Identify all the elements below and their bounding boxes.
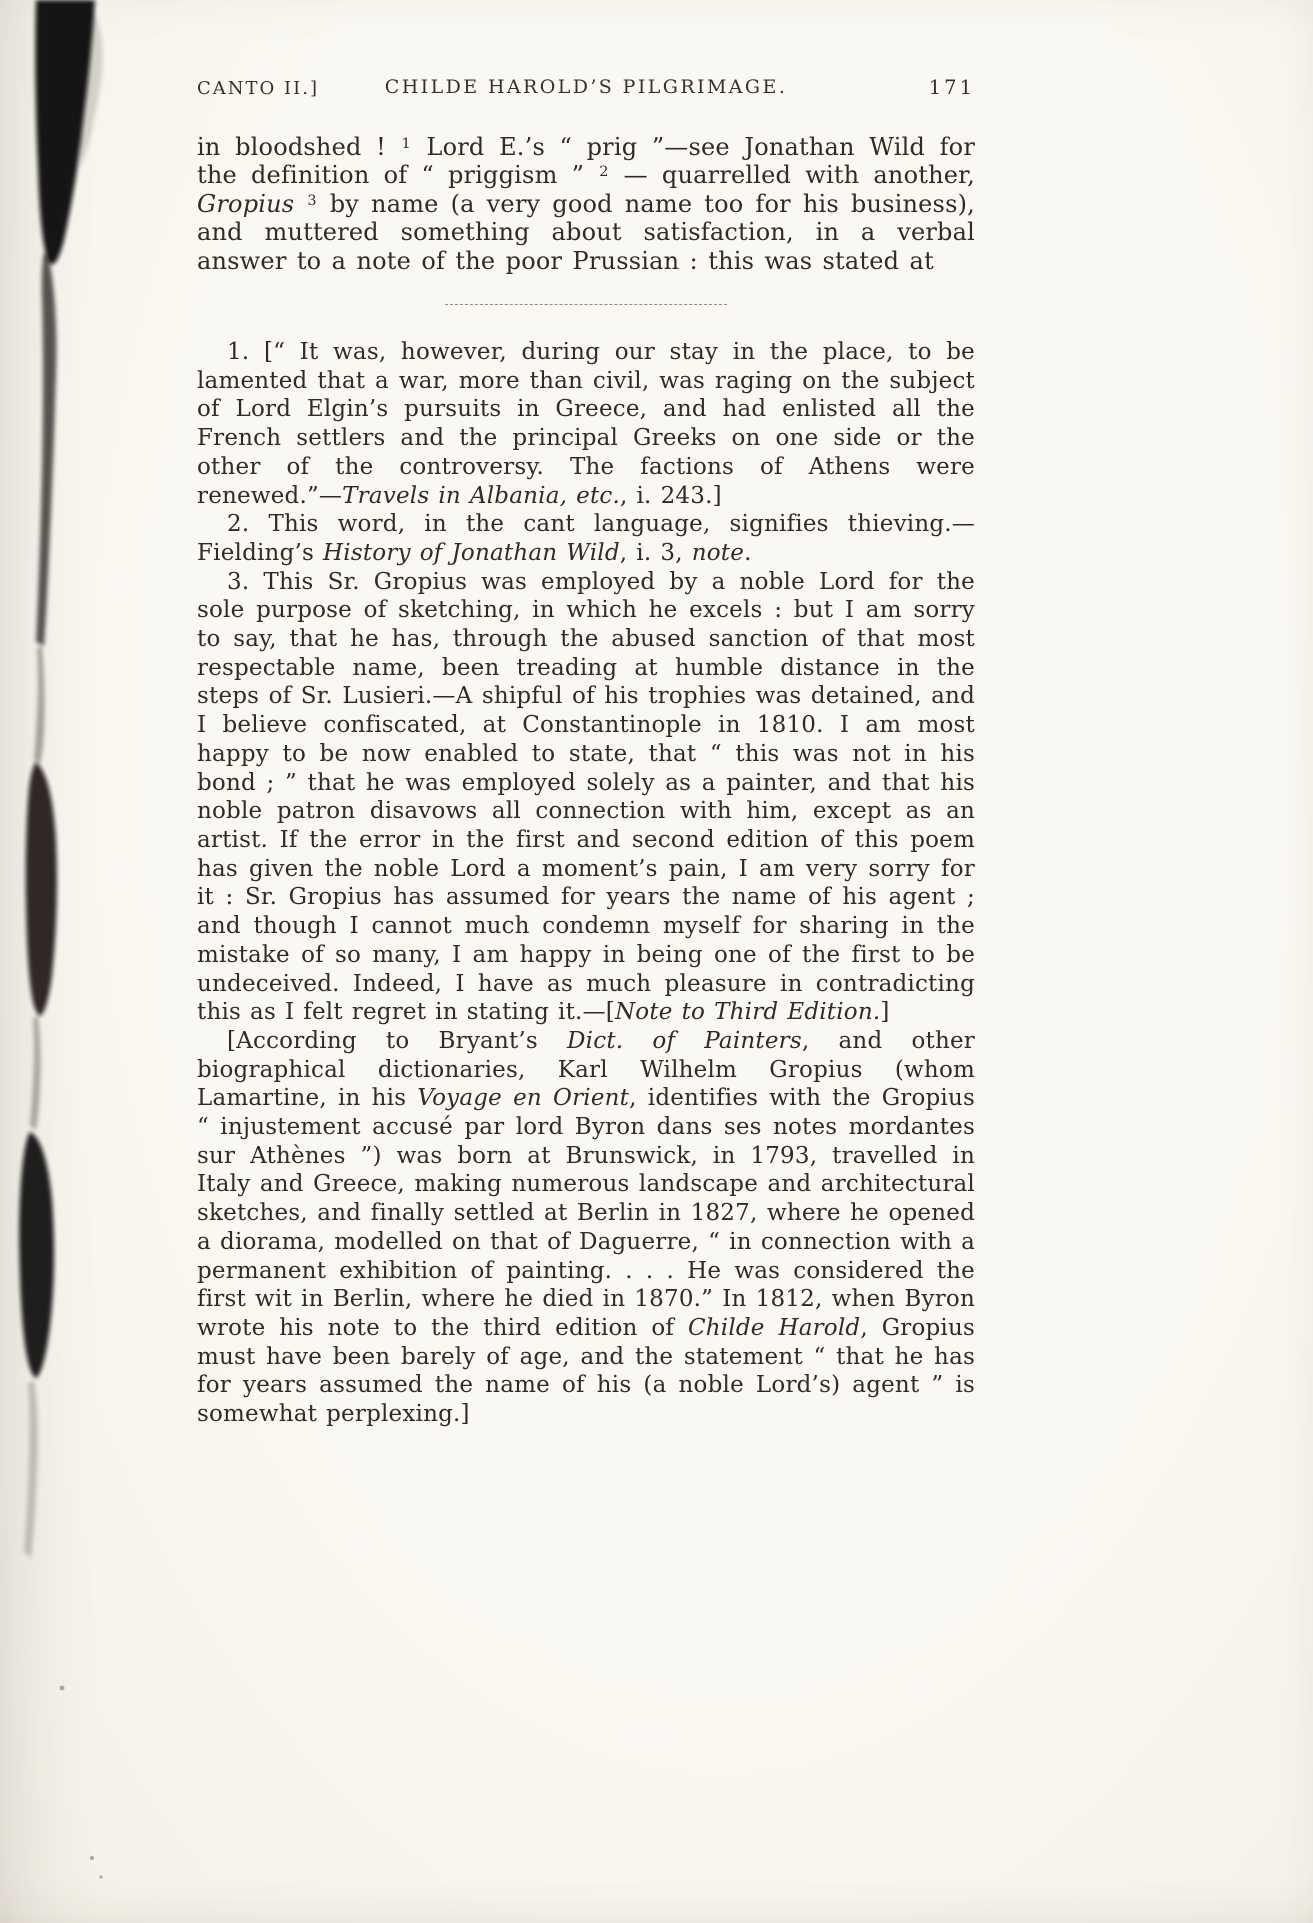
running-title: CHILDE HAROLD’S PILGRIMAGE. (384, 76, 788, 98)
footnote-separator-rule (445, 304, 727, 305)
ink-binding-stain-artifact (0, 0, 130, 1923)
footnote-4-editorial-note: [According to Bryant’s Dict. of Painters, and other biographical dictionaries, Karl Wilhelm Gropius (whom Lamartine, in his Voyage en Orient, identifies with the Gropius “ injustement accusé par lord Byron dans ses notes mordantes sur Athènes ”) was born at Brunswick, in 1793, travelled in Italy and Greece, making numerous landscape and architectural sketches, and finally settled at Berlin in 1827, where he opened a diorama, modelled on that of Daguerre, “ in connection with a permanent exhibition of painting. . . . He was considered the first wit in Berlin, where he died in 1870.” In 1812, when Byron wrote his note to the third edition of Childe Harold, Gropius must have been barely of age, and the statement “ that he has for years assumed the name of his (a noble Lord’s) agent ” is somewhat perplexing.] (197, 1027, 976, 1428)
page-number: 171 (928, 76, 975, 99)
footnotes-section (197, 338, 975, 1429)
footnote-3: 3. This Sr. Gropius was employed by a noble Lord for the sole purpose of sketching, in which he excels : but I am sorry to say, that he has, through the abused sanction of that most respectable name, been treading at humble distance in the steps of Sr. Lusieri.—A shipful of his trophies was detained, and I believe confiscated, at Constantinople in 1810. I am most happy to be now enabled to state, that “ this was not in his bond ; ” that he was employed solely as a painter, and that his noble patron disavows all connection with him, except as an artist. If the error in the first and second edition of this poem has given the noble Lord a moment’s pain, I am very sorry for it : Sr. Gropius has assumed for years the name of his agent ; and though I cannot much condemn myself for sharing in the mistake of so many, I am happy in being one of the first to be undeceived. Indeed, I have as much pleasure in contradicting this as I felt regret in stating it.—[Note to Third Edition.] (197, 568, 975, 1026)
canto-label: CANTO II.] (197, 78, 319, 99)
page-text-block (197, 133, 975, 1429)
footnote-2: 2. This word, in the cant language, signifies thieving.—Fielding’s History of Jonathan Wild, i. 3, note. (197, 511, 975, 566)
footnote-1: 1. [“ It was, however, during our stay in the place, to be lamented that a war, more than civil, was raging on the subject of Lord Elgin’s pursuits in Greece, and had enlisted all the French settlers and the principal Greeks on one side or the other of the controversy. The factions of Athens were renewed.”—Travels in Albania, etc., i. 243.] (197, 339, 975, 509)
body-paragraph: in bloodshed ! $^1$ Lord E.’s “ prig ”—see Jonathan Wild for the definition of “ priggism ” $^2$ — quarrelled with another, Gropius $^3$ by name (a very good name too for his business), and muttered something about satisfaction, in a verbal answer to a note of the poor Prussian : this was stated at (197, 133, 976, 275)
running-header (197, 76, 975, 104)
